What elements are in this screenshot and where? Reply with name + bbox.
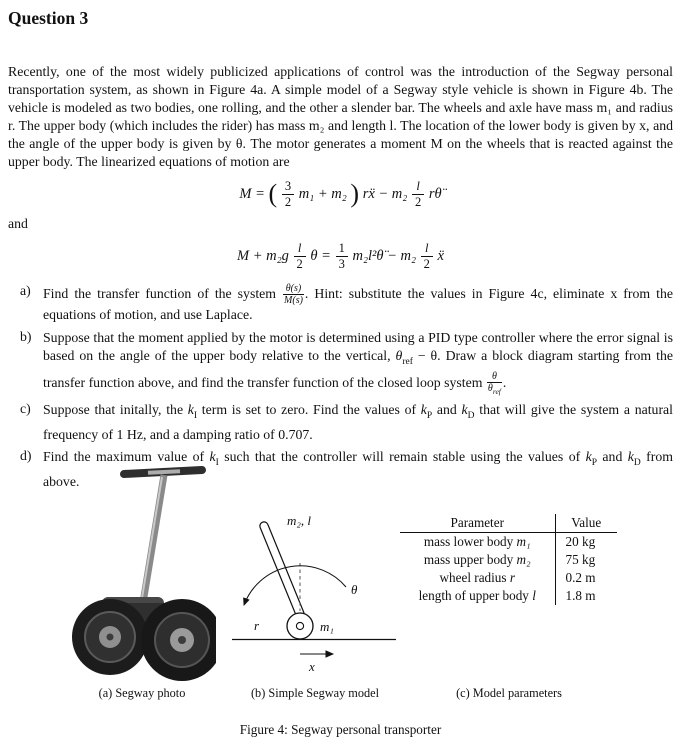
item-d-text: Find the maximum value of $k_I$ such that the controller will remain stable using the values of $k_P$ and $k_D$ from above.	[43, 449, 673, 489]
segway-model-diagram	[225, 499, 405, 679]
equation-2	[8, 241, 673, 271]
table-row: length of upper body l 1.8 m	[400, 587, 617, 605]
eq1-fraction-2: $\frac{l}{2}$	[412, 179, 424, 209]
segway-photo	[68, 457, 216, 685]
table-row: mass upper body m₂ 75 kg	[400, 551, 617, 569]
eq2-term-3: m₂l²θ̈ − m₂	[352, 247, 417, 264]
wheel	[287, 613, 313, 639]
wheel-mass-label: m₁	[320, 619, 334, 634]
eq2-term-1: M + m₂g	[237, 247, 289, 264]
value-header: Value	[555, 514, 617, 533]
eq1-right-paren: )	[350, 179, 360, 209]
eq2-fraction-3: $\frac{l}{2}$	[421, 241, 433, 271]
eq1-fraction-1: $\frac{3}{2}$	[282, 179, 294, 209]
segway-column	[141, 475, 165, 609]
item-c-text: Suppose that initally, the $k_I$ term is set to zero. Find the values of $k_P$ and $k_D$ that will give the system a natural frequency of 1 Hz, and a damping ratio of 0.707.	[43, 402, 674, 442]
eq2-fraction-2: $\frac{1}{3}$	[336, 241, 348, 271]
figure-caption: Figure 4: Segway personal transporter	[239, 722, 442, 737]
eq2-term-4: ẍ	[437, 247, 444, 264]
parameter-header: Parameter	[400, 514, 555, 533]
question-item-a	[8, 283, 673, 324]
segway-handlebar	[124, 470, 202, 474]
question-item-c	[8, 401, 673, 443]
closed-loop-fraction: θ $\theta_{ref}$	[487, 370, 501, 397]
eq1-left-paren: (	[268, 179, 278, 209]
caption-b: (b) Simple Segway model	[250, 686, 380, 700]
eq2-term-2: θ =	[310, 247, 331, 264]
bar-mass-label: m₂, l	[287, 513, 312, 528]
transfer-function-fraction: $\frac{\theta(s)}{M(s)}$	[284, 282, 303, 307]
item-a-label: a)	[20, 282, 31, 298]
parameters-table	[400, 514, 617, 605]
item-a-text: Find the transfer function of the system $\frac{\theta(s)}{M(s)}$ . Hint: substitute the values in Figure 4c, eliminate x from the equations of motion, and use Laplace.	[43, 282, 673, 323]
figure-4	[0, 457, 681, 709]
theta-label: θ	[351, 582, 358, 597]
table-row: mass lower body m₁ 20 kg	[400, 533, 617, 552]
eq1-lhs: M =	[239, 185, 265, 202]
equation-1	[8, 179, 673, 209]
item-b-text: Suppose that the moment applied by the motor is determined using a PID type controller where the error signal is based on the angle of the upper body relative to the vertical, $\theta_{ref} - \theta$. Draw a block diagram starting from the transfer function above, and find the transfer function of the closed loop system θ $\theta_{ref}$ .	[43, 329, 673, 397]
intro-paragraph: Recently, one of the most widely publicized applications of control was the introduction of the Segway personal transportation system, as shown in Figure 4a. A simple model of a Segway style vehicle is shown in Figure 4b. The vehicle is modeled as two bodies, one rolling, and the other a slender bar. The wheels and axle have mass m₁ and radius r. The upper body (which includes the rider) has mass m₂ and length l. The location of the lower body is given by x, and the angle of the upper body is given by θ. The motor generates a moment M on the wheels that is reacted against the upper body. The linearized equations of motion are	[8, 64, 673, 169]
eq1-term-3: rθ̈	[428, 185, 442, 202]
item-b-label: b)	[20, 328, 32, 344]
item-c-label: c)	[20, 401, 31, 417]
eq2-fraction-1: $\frac{l}{2}$	[294, 241, 306, 271]
question-item-b	[8, 329, 673, 397]
question-title: Question 3	[8, 8, 89, 28]
upper-body-bar	[264, 526, 300, 614]
eq1-term-2: rẍ − m₂	[362, 185, 408, 202]
caption-c: (c) Model parameters	[456, 686, 562, 700]
table-row: wheel radius r 0.2 m	[400, 569, 617, 587]
eq1-term-1: m₁ + m₂	[298, 185, 347, 202]
and-text: and	[8, 216, 28, 232]
x-label: x	[309, 659, 315, 674]
item-d-label: d)	[20, 448, 32, 464]
radius-label: r	[254, 618, 260, 633]
caption-a: (a) Segway photo	[98, 686, 186, 700]
segway-left-wheel	[72, 599, 148, 675]
parameters-table-header-row	[400, 514, 617, 533]
